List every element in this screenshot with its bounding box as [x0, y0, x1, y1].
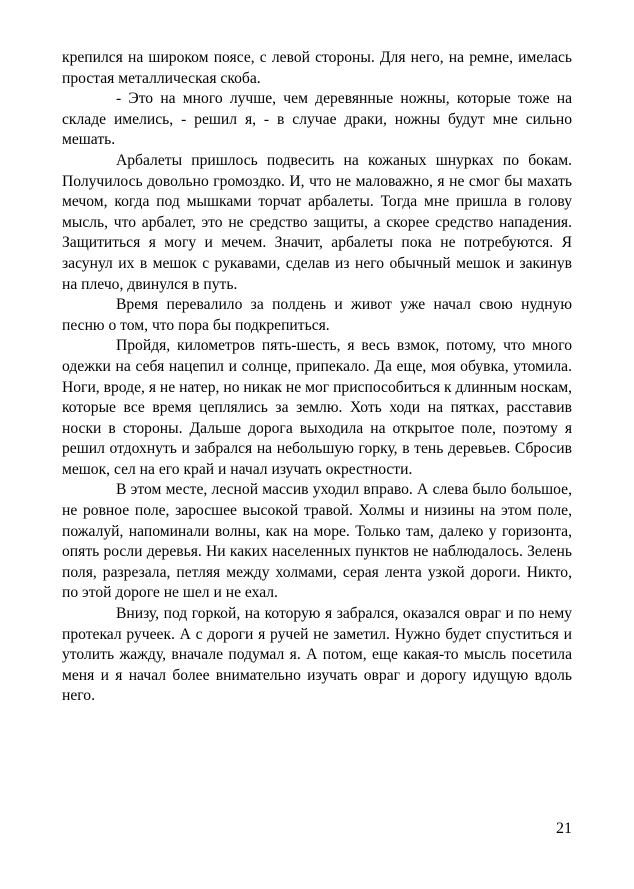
paragraph-5: Пройдя, километров пять-шесть, я весь взмок, потому, что много одежки на себя нацепил и солнце, припекало. Да еще, моя обувка, утомила. Ноги, вроде, я не натер, но никак не мог приспособиться к длинным носкам, которые все время цеплялись за землю. Хоть ходи на пятках, расставив носки в стороны. Дальше дорога выходила на открытое поле, поэтому я решил отдохнуть и забрался на небольшую горку, в тень деревьев. Сбросив мешок, сел на его край и начал изучать окрестности.: [62, 337, 572, 478]
paragraph-6: В этом месте, лесной массив уходил вправо. А слева было большое, не ровное поле, заросшее высокой травой. Холмы и низины на этом поле, пожалуй, напоминали волны, как на море. Только там, далеко у горизонта, опять росли деревья. Ни каких населенных пунктов не наблюдалось. Зелень поля, разрезала, петляя между холмами, серая лента узкой дороги. Никто, по этой дороге не шел и не ехал.: [62, 481, 572, 602]
paragraph-3: Арбалеты пришлось подвесить на кожаных шнурках по бокам. Получилось довольно громоздко. И, что не маловажно, я не смог бы махать мечом, когда под мышками торчат арбалеты. Тогда мне пришла в голову мысль, что арбалет, это не средство защиты, а скорее средство нападения. Защититься я могу и мечем. Значит, арбалеты пока не потребуются. Я засунул их в мешок с рукавами, сделав из него обычный мешок и закинув на плечо, двинулся в путь.: [62, 151, 572, 293]
paragraph-4: Время перевалило за полдень и живот уже начал свою нудную песню о том, что пора бы подкрепиться.: [62, 296, 572, 334]
page-number: 21: [556, 820, 572, 837]
paragraph-2: - Это на много лучше, чем деревянные ножны, которые тоже на складе имелись, - решил я, - в случае драки, ножны будут мне сильно мешать.: [62, 90, 572, 149]
paragraph-7: Внизу, под горкой, на которую я забрался, оказался овраг и по нему протекал ручеек. А с дороги я ручей не заметил. Нужно будет спуститься и утолить жажду, вначале подумал я. А потом, еще какая-то мысль посетила меня и я начал более внимательно изучать овраг и дорогу идущую вдоль него.: [62, 605, 572, 705]
page-text: [62, 48, 572, 707]
paragraph-1: крепился на широком поясе, с левой стороны. Для него, на ремне, имелась простая металлическая скоба.: [62, 49, 572, 87]
